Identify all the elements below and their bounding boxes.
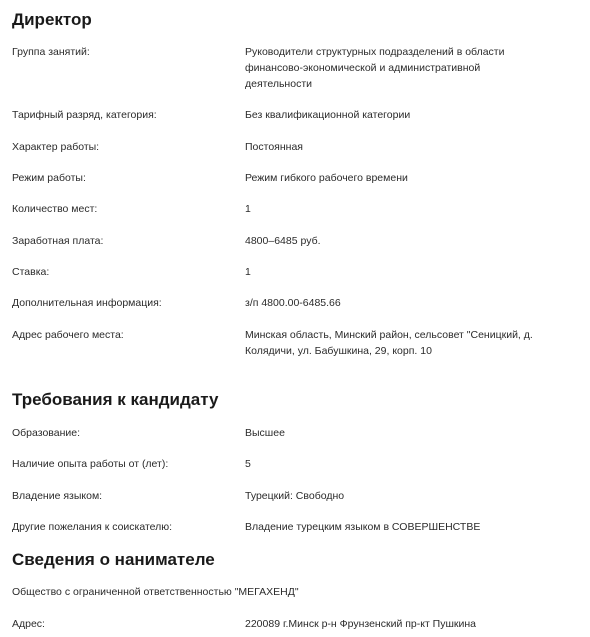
label-other-wishes: Другие пожелания к соискателю: xyxy=(12,521,173,533)
value-additional-info: з/п 4800.00-6485.66 xyxy=(245,297,341,309)
employer-title: Сведения о нанимателе xyxy=(12,550,215,569)
value-experience: 5 xyxy=(245,458,251,470)
value-education: Высшее xyxy=(245,427,285,439)
label-positions-count: Количество мест: xyxy=(12,203,98,215)
label-work-type: Характер работы: xyxy=(12,141,100,153)
label-work-schedule: Режим работы: xyxy=(12,172,86,184)
value-language: Турецкий: Свободно xyxy=(245,490,345,502)
value-tariff-category: Без квалификационной категории xyxy=(245,109,411,121)
value-occupation-group: Руководители структурных подразделений в области финансово-экономической и административной деятельности xyxy=(245,46,505,90)
value-positions-count: 1 xyxy=(245,203,251,215)
label-employer-address: Адрес: xyxy=(12,618,45,630)
label-tariff-category: Тарифный разряд, категория: xyxy=(12,109,157,121)
label-language: Владение языком: xyxy=(12,490,103,502)
requirements-title: Требования к кандидату xyxy=(12,390,219,409)
value-salary: 4800–6485 руб. xyxy=(245,235,321,247)
value-workplace-address: Минская область, Минский район, сельсовет "Сеницкий, д. Колядичи, ул. Бабушкина, 29, корп. 10 xyxy=(245,329,533,357)
label-additional-info: Дополнительная информация: xyxy=(12,297,162,309)
label-rate: Ставка: xyxy=(12,266,50,278)
value-work-schedule: Режим гибкого рабочего времени xyxy=(245,172,408,184)
label-workplace-address: Адрес рабочего места: xyxy=(12,329,124,341)
label-occupation-group: Группа занятий: xyxy=(12,46,90,58)
employer-company-name: Общество с ограниченной ответственностью "МЕГАХЕНД" xyxy=(12,586,299,598)
label-salary: Заработная плата: xyxy=(12,235,104,247)
value-employer-address: 220089 г.Минск р-н Фрунзенский пр-кт Пушкина xyxy=(245,618,476,630)
value-rate: 1 xyxy=(245,266,251,278)
vacancy-title: Директор xyxy=(12,10,92,29)
value-other-wishes: Владение турецким языком в СОВЕРШЕНСТВЕ xyxy=(245,521,481,533)
value-work-type: Постоянная xyxy=(245,141,303,153)
label-education: Образование: xyxy=(12,427,80,439)
label-experience: Наличие опыта работы от (лет): xyxy=(12,458,169,470)
